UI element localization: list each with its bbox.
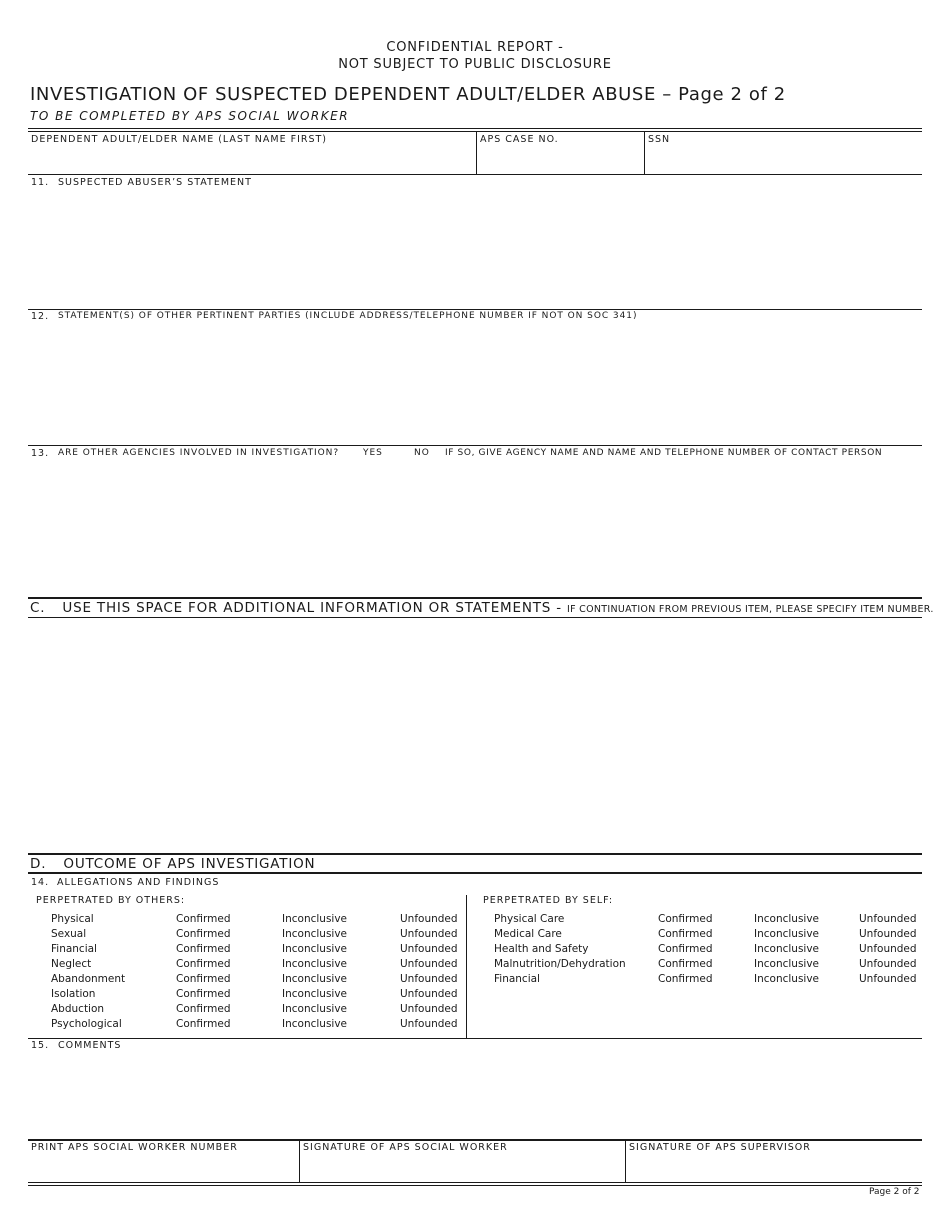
agency-contact-field[interactable] [28,463,922,593]
case-number-label: APS CASE NO. [480,134,559,145]
self-inconclusive-option[interactable]: Inconclusive [754,943,820,955]
others-inconclusive-option[interactable]: Inconclusive [282,928,348,940]
others-unfounded-option[interactable]: Unfounded [400,943,458,955]
others-inconclusive-option[interactable]: Inconclusive [282,988,348,1000]
others-inconclusive-option[interactable]: Inconclusive [282,1003,348,1015]
others-confirmed-option[interactable]: Confirmed [176,1003,231,1015]
agencies-no-option[interactable]: NO [414,448,430,458]
others-allegation-label: Abandonment [51,973,126,985]
item-13-detail-label: IF SO, GIVE AGENCY NAME AND NAME AND TELEPHONE NUMBER OF CONTACT PERSON [445,448,883,458]
ssn-label: SSN [648,134,671,145]
self-unfounded-option[interactable]: Unfounded [859,928,917,940]
ssn-field[interactable] [646,148,920,172]
other-parties-statement-field[interactable] [28,326,922,444]
self-confirmed-option[interactable]: Confirmed [658,973,713,985]
others-inconclusive-option[interactable]: Inconclusive [282,943,348,955]
agencies-yes-option[interactable]: YES [363,448,383,458]
self-heading: PERPETRATED BY SELF: [483,895,614,906]
section-d-title: OUTCOME OF APS INVESTIGATION [63,856,316,872]
others-allegation-label: Physical [51,913,94,925]
worker-number-label: PRINT APS SOCIAL WORKER NUMBER [31,1142,238,1153]
item-15-label: COMMENTS [58,1040,122,1051]
self-confirmed-option[interactable]: Confirmed [658,958,713,970]
others-heading: PERPETRATED BY OTHERS: [36,895,186,906]
abuser-statement-field[interactable] [28,192,922,308]
self-confirmed-option[interactable]: Confirmed [658,928,713,940]
name-field[interactable] [30,148,474,172]
form-subtitle: TO BE COMPLETED BY APS SOCIAL WORKER [30,109,350,123]
self-unfounded-option[interactable]: Unfounded [859,943,917,955]
others-confirmed-option[interactable]: Confirmed [176,988,231,1000]
others-confirmed-option[interactable]: Confirmed [176,928,231,940]
section-c-title: USE THIS SPACE FOR ADDITIONAL INFORMATION OR STATEMENTS - [62,600,562,616]
others-inconclusive-option[interactable]: Inconclusive [282,958,348,970]
others-unfounded-option[interactable]: Unfounded [400,913,458,925]
page-number: Page 2 of 2 [869,1187,920,1197]
form-title: INVESTIGATION OF SUSPECTED DEPENDENT ADULT/ELDER ABUSE – Page 2 of 2 [30,84,786,105]
supervisor-signature-label: SIGNATURE OF APS SUPERVISOR [629,1142,811,1153]
others-unfounded-option[interactable]: Unfounded [400,1018,458,1030]
others-unfounded-option[interactable]: Unfounded [400,988,458,1000]
self-allegation-label: Health and Safety [494,943,589,955]
item-14-label: ALLEGATIONS AND FINDINGS [57,877,220,888]
case-number-field[interactable] [478,148,642,172]
comments-field[interactable] [28,1055,922,1137]
section-c-heading [30,600,934,616]
self-unfounded-option[interactable]: Unfounded [859,973,917,985]
worker-number-field[interactable] [30,1156,297,1180]
others-confirmed-option[interactable]: Confirmed [176,973,231,985]
others-allegation-label: Financial [51,943,97,955]
others-allegation-label: Psychological [51,1018,122,1030]
others-confirmed-option[interactable]: Confirmed [176,943,231,955]
others-confirmed-option[interactable]: Confirmed [176,913,231,925]
others-confirmed-option[interactable]: Confirmed [176,958,231,970]
self-inconclusive-option[interactable]: Inconclusive [754,958,820,970]
worker-signature-label: SIGNATURE OF APS SOCIAL WORKER [303,1142,508,1153]
confidential-line-1: CONFIDENTIAL REPORT - [386,40,564,55]
others-allegation-label: Abduction [51,1003,105,1015]
self-inconclusive-option[interactable]: Inconclusive [754,913,820,925]
self-inconclusive-option[interactable]: Inconclusive [754,928,820,940]
section-c-note: IF CONTINUATION FROM PREVIOUS ITEM, PLEASE SPECIFY ITEM NUMBER. [567,604,934,615]
others-inconclusive-option[interactable]: Inconclusive [282,913,348,925]
others-allegation-label: Sexual [51,928,87,940]
self-unfounded-option[interactable]: Unfounded [859,958,917,970]
others-allegation-label: Neglect [51,958,92,970]
self-allegation-label: Financial [494,973,540,985]
item-15-number: 15. [31,1040,50,1051]
section-c-letter: C. [30,600,46,616]
section-d-heading [30,856,315,872]
self-confirmed-option[interactable]: Confirmed [658,913,713,925]
self-inconclusive-option[interactable]: Inconclusive [754,973,820,985]
others-allegation-label: Isolation [51,988,96,1000]
name-field-label: DEPENDENT ADULT/ELDER NAME (LAST NAME FIRST) [31,134,328,145]
others-unfounded-option[interactable]: Unfounded [400,958,458,970]
self-allegation-label: Physical Care [494,913,565,925]
others-confirmed-option[interactable]: Confirmed [176,1018,231,1030]
item-13-number: 13. [31,448,50,459]
self-allegation-label: Medical Care [494,928,562,940]
item-12-label: STATEMENT(S) OF OTHER PERTINENT PARTIES (INCLUDE ADDRESS/TELEPHONE NUMBER IF NOT ON SOC 341) [58,311,638,321]
self-unfounded-option[interactable]: Unfounded [859,913,917,925]
item-11-number: 11. [31,177,50,188]
section-d-letter: D. [30,856,47,872]
others-inconclusive-option[interactable]: Inconclusive [282,1018,348,1030]
others-unfounded-option[interactable]: Unfounded [400,1003,458,1015]
item-12-number: 12. [31,311,50,322]
supervisor-signature-field[interactable] [627,1156,920,1180]
item-14-number: 14. [31,877,50,888]
confidential-line-2: NOT SUBJECT TO PUBLIC DISCLOSURE [338,57,612,72]
item-11-label: SUSPECTED ABUSER’S STATEMENT [58,177,252,188]
others-unfounded-option[interactable]: Unfounded [400,973,458,985]
others-unfounded-option[interactable]: Unfounded [400,928,458,940]
additional-information-field[interactable] [28,620,922,850]
item-13-label: ARE OTHER AGENCIES INVOLVED IN INVESTIGATION? [58,448,340,458]
worker-signature-field[interactable] [301,1156,623,1180]
self-confirmed-option[interactable]: Confirmed [658,943,713,955]
others-inconclusive-option[interactable]: Inconclusive [282,973,348,985]
self-allegation-label: Malnutrition/Dehydration [494,958,626,970]
